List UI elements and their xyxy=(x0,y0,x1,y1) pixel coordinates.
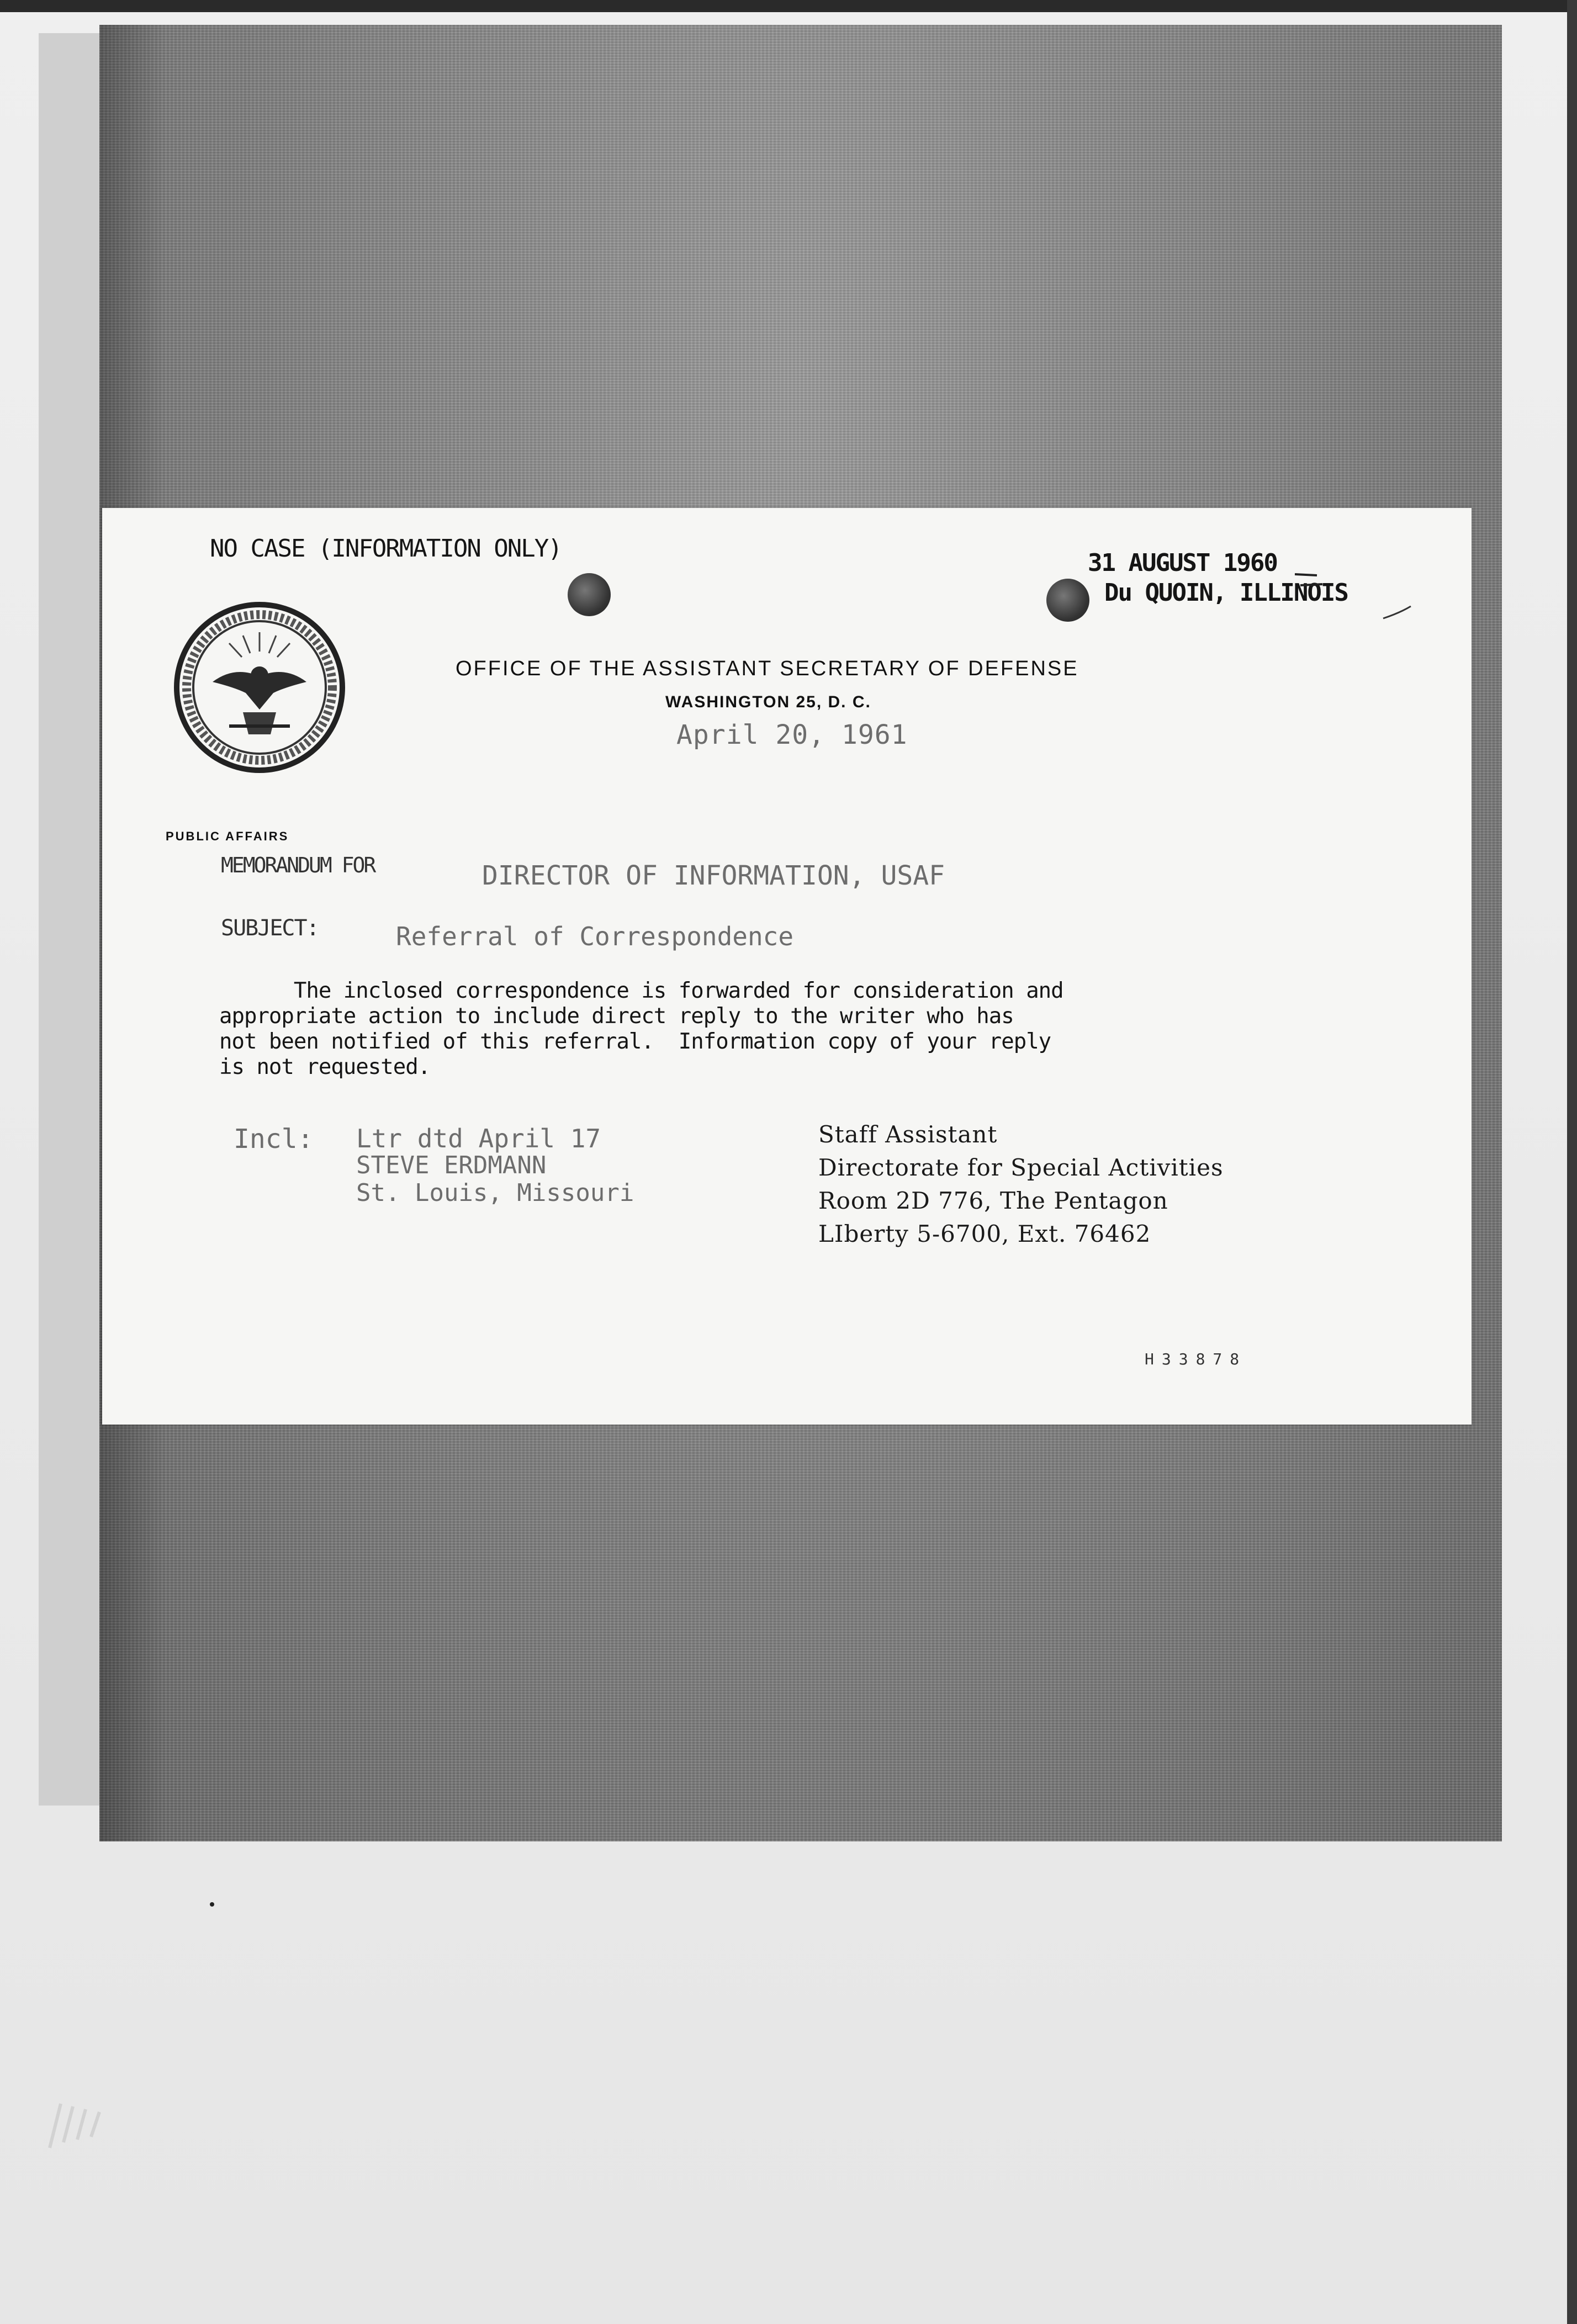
signature-line-4: LIberty 5-6700, Ext. 76462 xyxy=(818,1220,1151,1247)
small-speck xyxy=(210,1902,214,1907)
incl-label: Incl: xyxy=(234,1124,314,1155)
signature-line-1: Staff Assistant xyxy=(818,1121,998,1148)
body-line-1: The inclosed correspondence is forwarded for consideration and xyxy=(219,978,1063,1003)
subject-label: SUBJECT: xyxy=(221,915,319,941)
letterhead-office: OFFICE OF THE ASSISTANT SECRETARY OF DEFENSE xyxy=(456,657,1079,680)
subject-value: Referral of Correspondence xyxy=(396,922,794,951)
memo-for-label: MEMORANDUM FOR xyxy=(221,853,375,877)
incl-line-2: STEVE ERDMANN xyxy=(356,1151,547,1179)
letterhead-date: April 20, 1961 xyxy=(676,719,908,750)
letterhead-city: WASHINGTON 25, D. C. xyxy=(665,693,871,711)
scan-right-edge xyxy=(1567,0,1577,2324)
signature-line-2: Directorate for Special Activities xyxy=(818,1154,1224,1181)
body-line-3: not been notified of this referral. Information copy of your reply xyxy=(219,1029,1051,1054)
faint-bottom-scribble xyxy=(39,2087,127,2164)
body-line-2: appropriate action to include direct reply to the writer who has xyxy=(219,1004,1014,1029)
case-status-note: NO CASE (INFORMATION ONLY) xyxy=(210,534,562,563)
memo-for-value: DIRECTOR OF INFORMATION, USAF xyxy=(482,860,945,891)
scan-top-edge xyxy=(0,0,1577,12)
signature-line-3: Room 2D 776, The Pentagon xyxy=(818,1187,1168,1214)
scan-left-shadow xyxy=(39,33,105,1806)
incl-line-3: St. Louis, Missouri xyxy=(356,1179,634,1207)
note-date: 31 AUGUST 1960 xyxy=(1088,549,1277,577)
section-label: PUBLIC AFFAIRS xyxy=(166,829,289,843)
note-location: Du QUOIN, ILLINOIS xyxy=(1104,579,1348,607)
reference-number: H33878 xyxy=(1145,1350,1247,1368)
punch-hole-right xyxy=(1046,579,1089,622)
body-line-4: is not requested. xyxy=(219,1055,431,1079)
department-of-defense-seal xyxy=(168,599,351,776)
handwritten-strike-marks xyxy=(1284,563,1438,624)
incl-line-1: Ltr dtd April 17 xyxy=(356,1124,601,1153)
memo-sheet xyxy=(102,508,1472,1425)
punch-hole-left xyxy=(568,573,611,616)
